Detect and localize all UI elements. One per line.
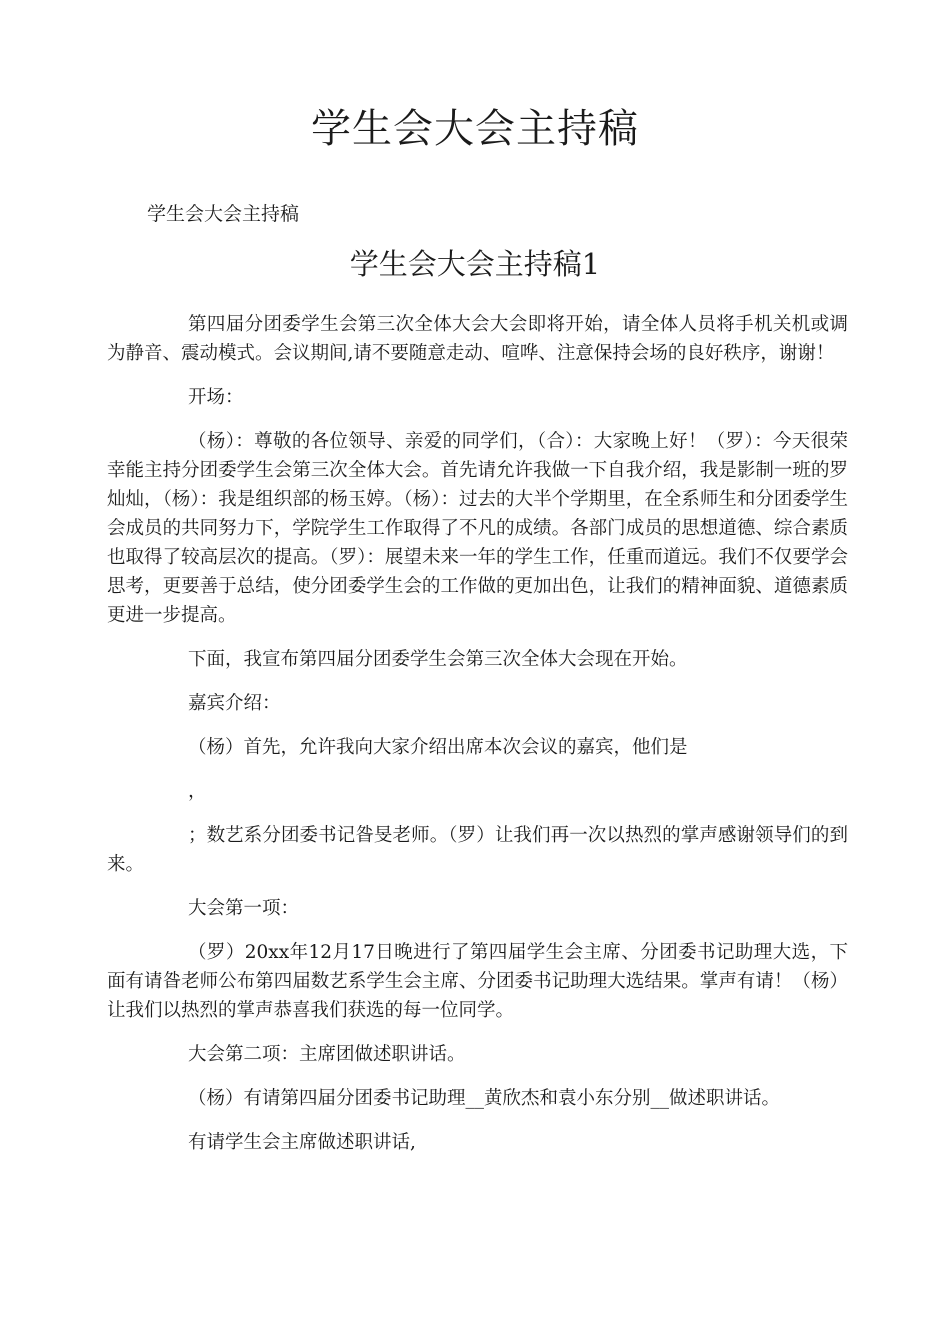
paragraph: 第四届分团委学生会第三次全体大会大会即将开始，请全体人员将手机关机或调为静音、震动模式。会议期间,请不要随意走动、喧哗、注意保持会场的良好秩序，谢谢！: [107, 314, 848, 364]
document-title: 学生会大会主持稿: [311, 106, 639, 152]
paragraph: 开场：: [188, 387, 244, 408]
paragraph: 大会第二项：主席团做述职讲话。: [188, 1044, 466, 1065]
paragraph: 嘉宾介绍：: [188, 693, 281, 714]
document-subtitle: 学生会大会主持稿: [147, 203, 300, 225]
paragraph: （罗）20xx年12月17日晚进行了第四届学生会主席、分团委书记助理大选，下面有请昝老师公布第四届数艺系学生会主席、分团委书记助理大选结果。掌声有请！（杨）让我们以热烈的掌声恭喜我们获选的每一位同学。: [107, 942, 848, 1021]
paragraph: 大会第一项：: [188, 898, 300, 919]
paragraph: （杨）：尊敬的各位领导、亲爱的同学们，（合）：大家晚上好！（罗）：今天很荣幸能主持分团委学生会第三次全体大会。首先请允许我做一下自我介绍，我是影制一班的罗灿灿，（杨）：我是组织部的杨玉婷。（杨）：过去的大半个学期里，在全系师生和分团委学生会成员的共同努力下，学院学生工作取得了不凡的成绩。各部门成员的思想道德、综合素质也取得了较高层次的提高。（罗）：展望未来一年的学生工作，任重而道远。我们不仅要学会思考，更要善于总结，使分团委学生会的工作做的更加出色，让我们的精神面貌、道德素质更进一步提高。: [107, 431, 848, 626]
paragraph: ，: [188, 781, 207, 802]
paragraph: ；数艺系分团委书记昝旻老师。（罗）让我们再一次以热烈的掌声感谢领导们的到来。: [107, 825, 848, 875]
paragraph: 有请学生会主席做述职讲话,: [188, 1132, 416, 1153]
paragraph: （杨）首先，允许我向大家介绍出席本次会议的嘉宾，他们是: [188, 737, 688, 758]
section-title: 学生会大会主持稿1: [349, 247, 601, 281]
paragraph: 下面，我宣布第四届分团委学生会第三次全体大会现在开始。: [188, 649, 688, 670]
paragraph: （杨）有请第四届分团委书记助理__黄欣杰和袁小东分别__做述职讲话。: [188, 1088, 781, 1109]
document-body: [107, 310, 848, 1172]
